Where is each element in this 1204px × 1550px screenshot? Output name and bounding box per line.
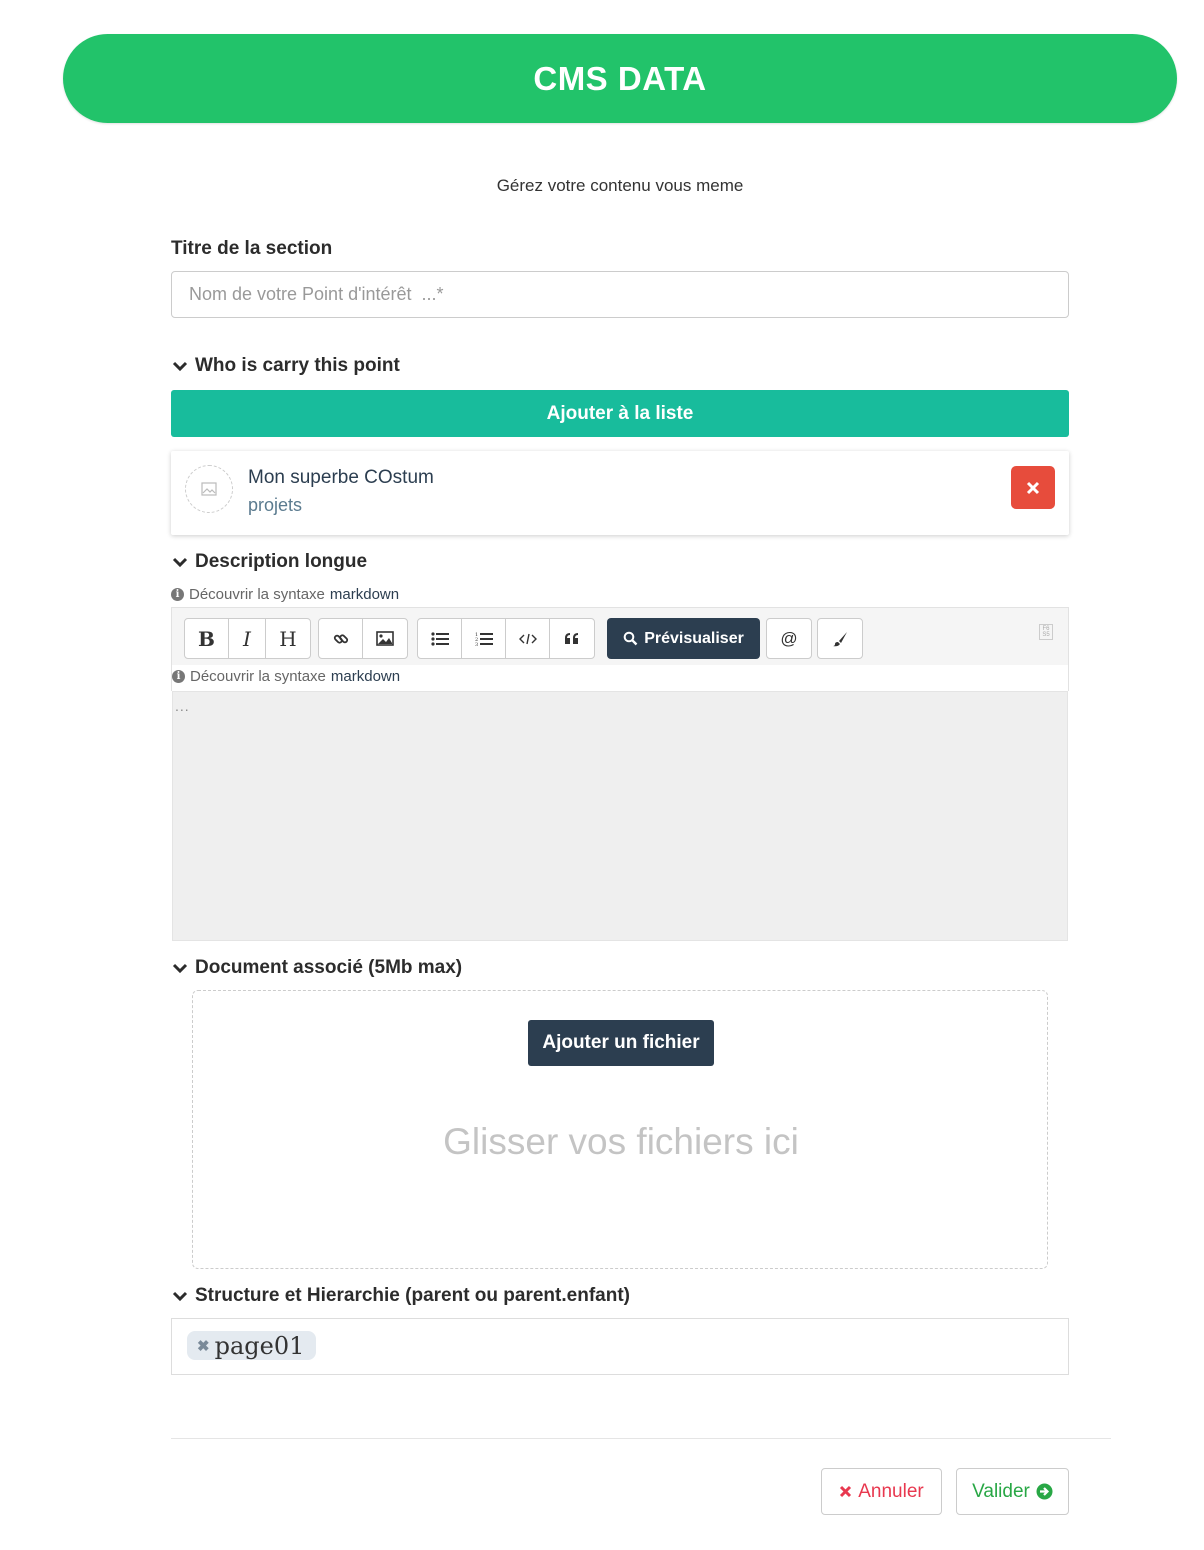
- tag-chip: [187, 1331, 316, 1360]
- add-file-button[interactable]: Ajouter un fichier: [528, 1020, 714, 1066]
- insert-group: [318, 618, 408, 659]
- close-icon: [1026, 481, 1040, 495]
- quote-icon: [564, 632, 580, 645]
- remove-tag-icon[interactable]: ✖: [197, 1337, 210, 1355]
- bullet-list-button[interactable]: [418, 619, 462, 658]
- link-icon: [333, 631, 349, 647]
- chevron-down-icon: [171, 1287, 189, 1305]
- cancel-button[interactable]: Annuler: [821, 1468, 942, 1515]
- info-icon: i: [171, 588, 184, 601]
- submit-button[interactable]: Valider: [956, 1468, 1069, 1515]
- remove-item-button[interactable]: [1011, 466, 1055, 509]
- tag-label: page01: [214, 1331, 305, 1360]
- markdown-link[interactable]: markdown: [330, 668, 401, 685]
- link-button[interactable]: [319, 619, 363, 658]
- toolbar-hint-row: [172, 665, 1068, 691]
- bold-button[interactable]: B: [185, 619, 229, 658]
- editor-toolbar: [171, 607, 1069, 691]
- page-subtitle: Gérez votre contenu vous meme: [496, 176, 744, 195]
- quote-button[interactable]: [550, 619, 594, 658]
- header-banner: [63, 34, 1177, 123]
- code-button[interactable]: [506, 619, 550, 658]
- heading-button[interactable]: H: [266, 619, 310, 658]
- image-placeholder-icon: [185, 465, 233, 513]
- arrow-circle-right-icon: [1036, 1483, 1053, 1500]
- list-item-title: Mon superbe COstum: [248, 467, 434, 488]
- mention-button[interactable]: @: [767, 619, 811, 658]
- svg-text:1: 1: [474, 632, 478, 638]
- file-dropzone[interactable]: [192, 990, 1048, 1269]
- image-button[interactable]: [363, 619, 407, 658]
- footer-divider: [171, 1438, 1111, 1439]
- chevron-down-icon: [171, 959, 189, 977]
- document-section-label[interactable]: Document associé (5Mb max): [171, 957, 462, 979]
- paint-brush-icon: [832, 631, 848, 647]
- dropzone-text: Glisser vos fichiers ici: [443, 1121, 799, 1162]
- section-title-input[interactable]: [171, 271, 1069, 318]
- fullscreen-icon[interactable]: F6 S5: [1039, 624, 1053, 640]
- add-to-list-button[interactable]: Ajouter à la liste: [171, 390, 1069, 437]
- image-icon: [376, 631, 394, 646]
- chevron-down-icon: [171, 357, 189, 375]
- search-icon: [623, 631, 638, 646]
- list-item: [171, 451, 1069, 535]
- structure-section-label[interactable]: Structure et Hierarchie (parent ou parent.enfant): [171, 1285, 630, 1307]
- preview-button[interactable]: Prévisualiser: [607, 618, 760, 659]
- carrier-section-label[interactable]: Who is carry this point: [171, 355, 400, 377]
- svg-text:2: 2: [474, 637, 478, 643]
- svg-text:3: 3: [474, 642, 478, 646]
- block-group: [417, 618, 595, 659]
- textarea-placeholder: ...: [175, 698, 190, 714]
- chevron-down-icon: [171, 553, 189, 571]
- page-title: CMS DATA: [533, 59, 707, 97]
- markdown-hint-toolbar: i Découvrir la syntaxe markdown: [172, 668, 400, 685]
- ordered-list-button[interactable]: [462, 619, 506, 658]
- italic-button[interactable]: I: [229, 619, 266, 658]
- markdown-hint: i Découvrir la syntaxe markdown: [171, 586, 399, 603]
- code-icon: [519, 632, 537, 646]
- description-textarea[interactable]: [172, 691, 1068, 941]
- bullet-list-icon: [431, 632, 449, 646]
- list-item-type: projets: [248, 495, 303, 515]
- ordered-list-icon: [475, 631, 493, 646]
- structure-tag-input[interactable]: [171, 1318, 1069, 1375]
- description-section-label[interactable]: Description longue: [171, 551, 367, 573]
- paint-brush-button[interactable]: [818, 619, 862, 658]
- close-icon: [839, 1485, 852, 1498]
- format-group: [184, 618, 311, 659]
- info-icon: i: [172, 670, 185, 683]
- section-title-label: Titre de la section: [171, 238, 333, 259]
- style-group: [817, 618, 863, 659]
- markdown-link[interactable]: markdown: [329, 586, 400, 603]
- mention-group: [766, 618, 812, 659]
